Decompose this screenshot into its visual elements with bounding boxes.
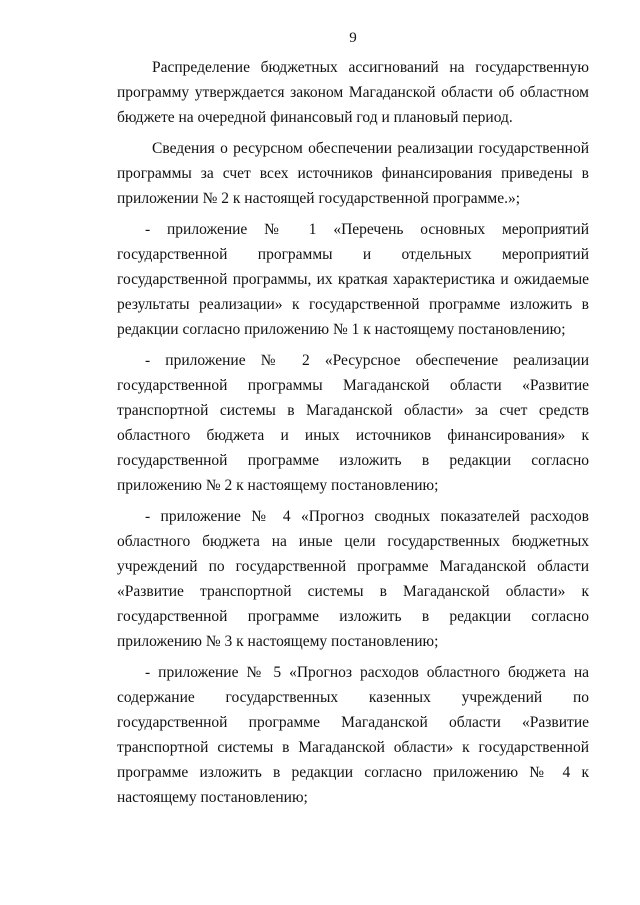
list-item-appendix-4: - приложение № 4 «Прогноз сводных показателей расходов областного бюджета на иные цели государственных бюджетных учреждений по государственной программе Магаданской области «Развитие транспортной системы в Магаданской области» к государственной программе изложить в редакции согласно приложению № 3 к настоящему постановлению; — [117, 508, 589, 650]
list-item-appendix-2: - приложение № 2 «Ресурсное обеспечение реализации государственной программы Магаданской области «Развитие транспортной системы в Магаданской области» за счет средств областного бюджета и иных источников финансирования» к государственной программе изложить в редакции согласно приложению № 2 к настоящему постановлению; — [117, 352, 589, 494]
paragraph-resource-info: Сведения о ресурсном обеспечении реализации государственной программы за счет всех источников финансирования приведены в приложении № 2 к настоящей государственной программе.»; — [117, 140, 589, 207]
list-item-appendix-1: - приложение № 1 «Перечень основных мероприятий государственной программы и отдельных мероприятий государственной программы, их краткая характеристика и ожидаемые результаты реализации» к государственной программе изложить в редакции согласно приложению № 1 к настоящему постановлению; — [117, 221, 589, 338]
document-page — [117, 30, 589, 816]
page-number: 9 — [349, 30, 357, 46]
list-item-appendix-5: - приложение № 5 «Прогноз расходов областного бюджета на содержание государственных казенных учреждений по государственной программе Магаданской области «Развитие транспортной системы в Магаданской области» к государственной программе изложить в редакции согласно приложению № 4 к настоящему постановлению; — [117, 664, 589, 806]
paragraph-budget-allocation: Распределение бюджетных ассигнований на государственную программу утверждается законом Магаданской области об областном бюджете на очередной финансовый год и плановый период. — [117, 59, 589, 126]
